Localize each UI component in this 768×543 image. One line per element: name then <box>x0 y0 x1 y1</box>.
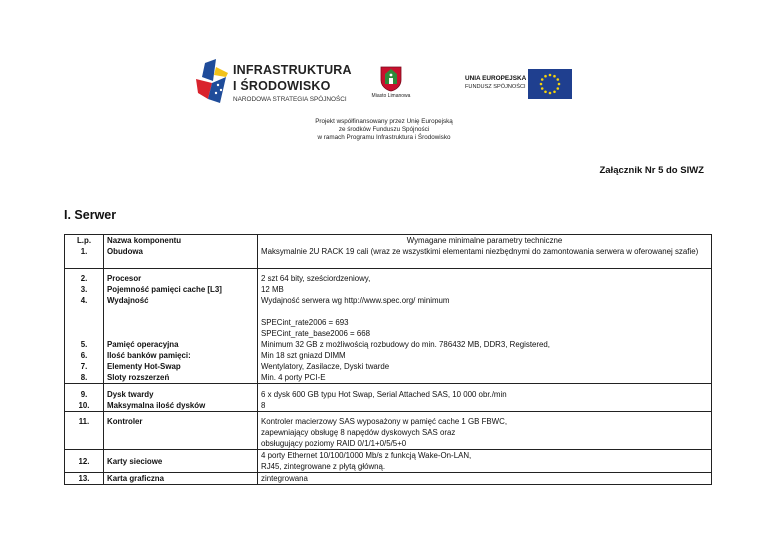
table-row <box>65 246 712 268</box>
row-name: Sloty rozszerzeń <box>104 372 258 384</box>
row-lp: 11. <box>65 416 104 450</box>
row-name: Pojemność pamięci cache [L3] <box>104 284 258 295</box>
row-name: Karty sieciowe <box>104 450 258 473</box>
row-name: Procesor <box>104 273 258 284</box>
row-lp: 3. <box>65 284 104 295</box>
row-name: Karta graficzna <box>104 473 258 485</box>
table-row <box>65 372 712 384</box>
row-lp: 1. <box>65 246 104 268</box>
network-line: RJ45, zintegrowane z płytą główną. <box>261 462 386 471</box>
eu-logo-line1: UNIA EUROPEJSKA <box>465 75 527 82</box>
table-row <box>65 284 712 295</box>
row-lp: 8. <box>65 372 104 384</box>
row-name: Wydajność <box>104 295 258 339</box>
eu-logo-line2: FUNDUSZ SPÓJNOŚCI <box>465 84 526 90</box>
row-value: Min 18 szt gniazd DIMM <box>258 350 712 361</box>
header-lp: L.p. <box>65 235 104 247</box>
row-name: Elementy Hot-Swap <box>104 361 258 372</box>
row-lp: 5. <box>65 339 104 350</box>
controller-line: obsługujący poziomy RAID 0/1/1+0/5/5+0 <box>261 439 407 448</box>
specint-rate-base: SPECint_rate_base2006 = 668 <box>261 329 371 338</box>
limanowa-logo <box>370 66 412 112</box>
table-row <box>65 350 712 361</box>
table-row <box>65 295 712 339</box>
network-line: 4 porty Ethernet 10/100/1000 Mb/s z funkcją Wake-On-LAN, <box>261 451 472 460</box>
cofinance-line: w ramach Programu Infrastruktura i Środowisko <box>317 134 451 141</box>
section-title: I. Serwer <box>64 208 117 222</box>
row-value: 8 <box>258 400 712 412</box>
table-row <box>65 450 712 473</box>
row-value: Wentylatory, Zasilacze, Dyski twarde <box>258 361 712 372</box>
table-row <box>65 273 712 284</box>
row-name: Pamięć operacyjna <box>104 339 258 350</box>
cofinance-line: Projekt współfinansowany przez Unię Europejską <box>315 118 453 125</box>
row-value: 2 szt 64 bity, sześciordzeniowy, <box>258 273 712 284</box>
annex-label: Załącznik Nr 5 do SIWZ <box>599 165 704 176</box>
row-lp: 9. <box>65 389 104 400</box>
controller-line: Kontroler macierzowy SAS wyposażony w pamięć cache 1 GB FBWC, <box>261 417 508 426</box>
infrastruktura-logo-mark-icon <box>196 59 230 105</box>
row-lp: 13. <box>65 473 104 485</box>
row-lp: 7. <box>65 361 104 372</box>
limanowa-caption: Miasto Limanowa <box>371 93 411 99</box>
cofinance-line: ze środków Funduszu Spójności <box>338 126 430 133</box>
row-value <box>258 295 712 339</box>
cofinance-note <box>250 118 518 142</box>
performance-line: Wydajność serwera wg http://www.spec.org/ minimum <box>261 296 450 305</box>
table-row <box>65 339 712 350</box>
row-value <box>258 450 712 473</box>
row-value: 6 x dysk 600 GB typu Hot Swap, Serial Attached SAS, 10 000 obr./min <box>258 389 712 400</box>
logo-left-line2: I ŚRODOWISKO <box>233 79 331 93</box>
row-value <box>258 416 712 450</box>
controller-line: zapewniający obsługę 8 napędów dyskowych SAS oraz <box>261 428 456 437</box>
table-row <box>65 416 712 450</box>
row-value: 12 MB <box>258 284 712 295</box>
eu-logo <box>458 69 576 99</box>
header-requirements: Wymagane minimalne parametry techniczne <box>258 235 712 247</box>
spec-table <box>64 234 712 485</box>
row-lp: 4. <box>65 295 104 339</box>
row-value: Maksymalnie 2U RACK 19 cali (wraz ze wszystkimi elementami niezbędnymi do zamontowania serwera w oferowanej szafie) <box>258 246 712 268</box>
specint-rate: SPECint_rate2006 = 693 <box>261 318 349 327</box>
row-lp: 12. <box>65 450 104 473</box>
row-value: zintegrowana <box>258 473 712 485</box>
row-lp: 6. <box>65 350 104 361</box>
row-name: Kontroler <box>104 416 258 450</box>
header-name: Nazwa komponentu <box>104 235 258 247</box>
row-value: Min. 4 porty PCI-E <box>258 372 712 384</box>
logo-left-line1: INFRASTRUKTURA <box>233 63 352 77</box>
table-header-row <box>65 235 712 247</box>
table-row <box>65 473 712 485</box>
table-row <box>65 361 712 372</box>
row-name: Ilość banków pamięci: <box>104 350 258 361</box>
row-lp: 2. <box>65 273 104 284</box>
row-name: Dysk twardy <box>104 389 258 400</box>
row-name: Maksymalna ilość dysków <box>104 400 258 412</box>
table-row <box>65 400 712 412</box>
row-lp: 10. <box>65 400 104 412</box>
table-row <box>65 389 712 400</box>
limanowa-crest-icon <box>380 66 402 92</box>
row-name: Obudowa <box>104 246 258 268</box>
row-value: Minimum 32 GB z możliwością rozbudowy do min. 786432 MB, DDR3, Registered, <box>258 339 712 350</box>
eu-flag-icon <box>528 69 572 99</box>
logo-left-line3: NARODOWA STRATEGIA SPÓJNOŚCI <box>233 96 347 103</box>
